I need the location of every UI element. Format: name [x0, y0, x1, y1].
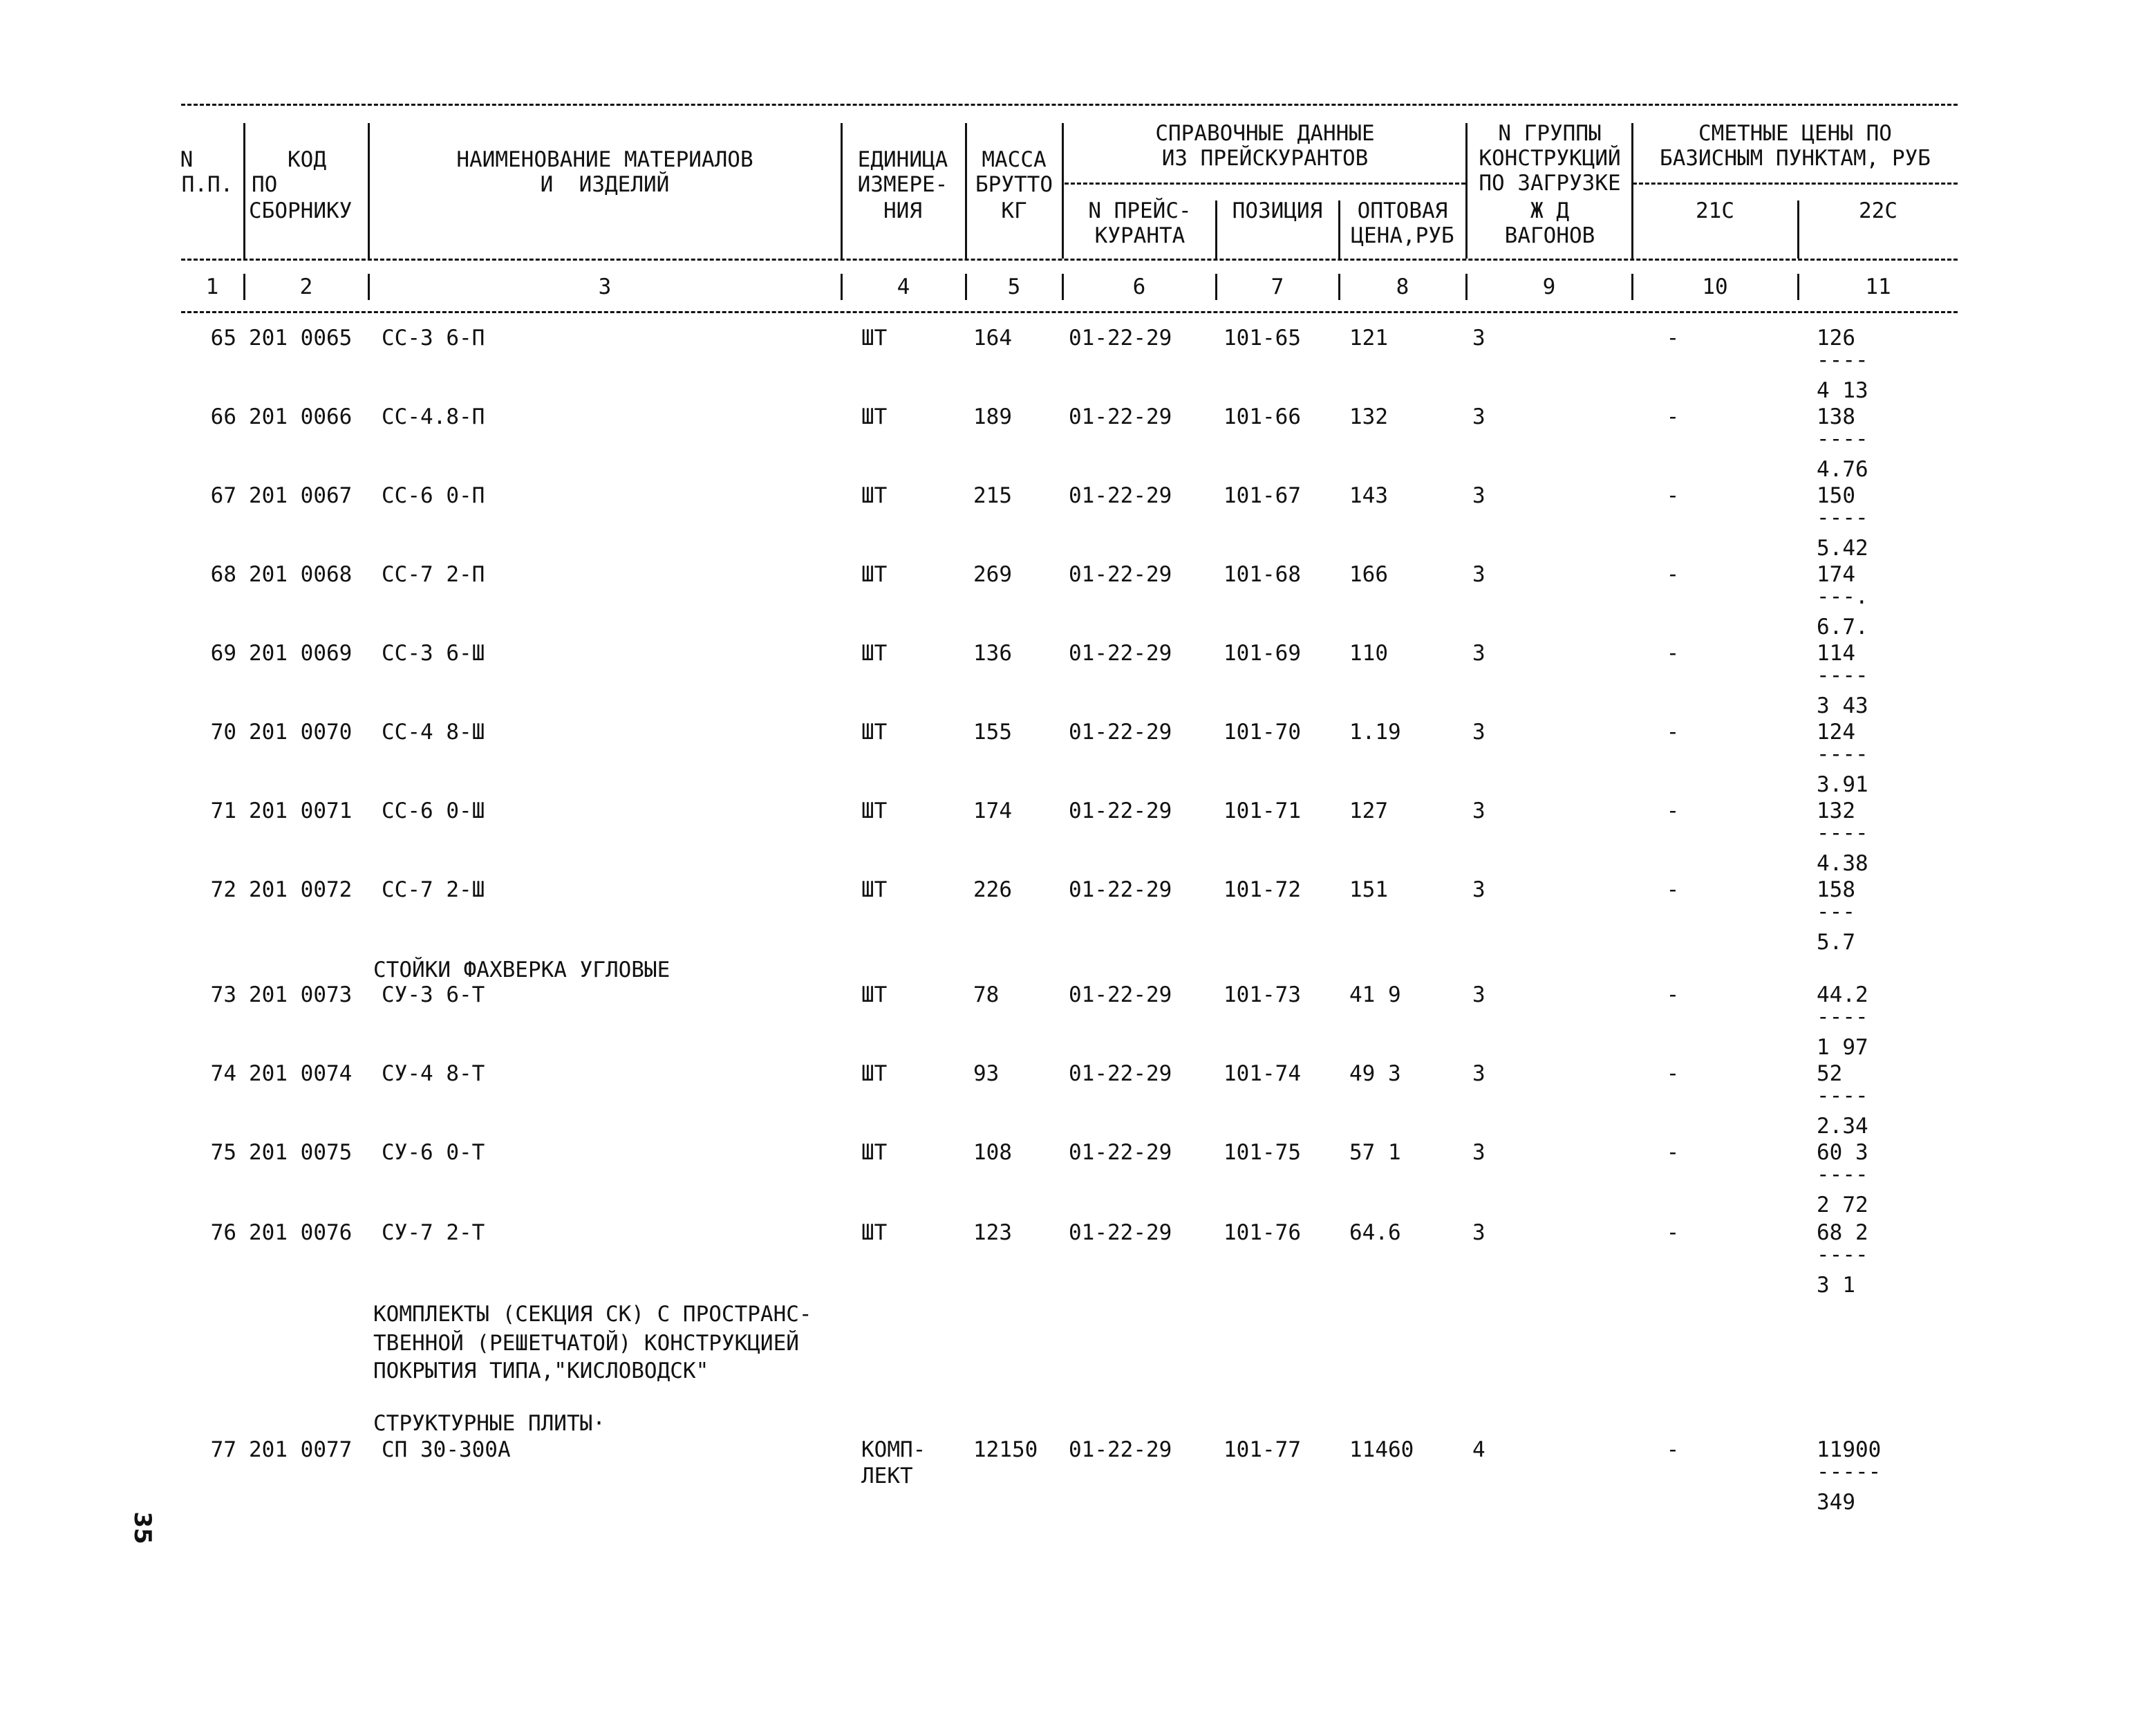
header-col1-line2: П.П. [181, 172, 234, 197]
row-group: 3 [1472, 720, 1485, 745]
row-price-transport: 4.38 [1817, 851, 1868, 876]
header-col3-line2: И ИЗДЕЛИЙ [540, 172, 670, 197]
row-mass: 215 [973, 483, 1012, 508]
row-mass: 78 [973, 982, 1000, 1007]
row-wholesale-price: 143 [1349, 483, 1388, 508]
row-price-transport: 3 1 [1817, 1273, 1855, 1298]
row-price-21c: - [1666, 641, 1680, 666]
row-price-22c: 124 [1817, 720, 1855, 745]
row-price-21c: - [1666, 404, 1680, 429]
row-group: 3 [1472, 1220, 1485, 1245]
row-price-transport: 6.7. [1817, 615, 1868, 639]
header-col2-line1: КОД [288, 147, 326, 172]
header-col8-line1: ОПТОВАЯ [1357, 198, 1448, 223]
row-group: 3 [1472, 1061, 1485, 1086]
row-name: СУ-4 8-Т [382, 1061, 485, 1086]
row-price-separator: ---- [1817, 742, 1868, 767]
row-name: СС-7 2-П [382, 562, 485, 587]
row-price-21c: - [1666, 720, 1680, 745]
row-wholesale-price: 11460 [1349, 1437, 1414, 1462]
row-price-transport: 2 72 [1817, 1193, 1868, 1217]
row-group: 3 [1472, 982, 1485, 1007]
row-position: 101-77 [1224, 1437, 1301, 1462]
row-unit: ШТ [861, 720, 888, 745]
row-price-22c: 126 [1817, 326, 1855, 351]
row-name: СП 30-300А [382, 1437, 511, 1462]
row-wholesale-price: 132 [1349, 404, 1388, 429]
row-group: 3 [1472, 483, 1485, 508]
row-mass: 108 [973, 1140, 1012, 1165]
row-pricelist: 01-22-29 [1069, 799, 1172, 823]
row-unit: ШТ [861, 877, 888, 902]
header-price-group-line2: БАЗИСНЫМ ПУНКТАМ, РУБ [1660, 146, 1931, 171]
row-price-separator: ---- [1817, 663, 1868, 688]
row-number: 76 [210, 1220, 236, 1245]
row-wholesale-price: 121 [1349, 326, 1388, 351]
row-price-22c: 158 [1817, 877, 1855, 902]
row-unit: ШТ [861, 799, 888, 823]
row-number: 75 [210, 1140, 236, 1165]
header-col9-line4: Ж Д [1530, 198, 1569, 223]
row-position: 101-74 [1224, 1061, 1301, 1086]
row-group: 4 [1472, 1437, 1485, 1462]
row-number: 68 [210, 562, 236, 587]
row-pricelist: 01-22-29 [1069, 562, 1172, 587]
row-unit: ШТ [861, 404, 888, 429]
row-group: 3 [1472, 326, 1485, 351]
row-price-21c: - [1666, 1220, 1680, 1245]
row-code: 201 0067 [249, 483, 353, 508]
row-code: 201 0069 [249, 641, 353, 666]
row-price-22c: 52 [1817, 1061, 1843, 1086]
header-ref-group-line1: СПРАВОЧНЫЕ ДАННЫЕ [1155, 121, 1375, 146]
row-position: 101-68 [1224, 562, 1301, 587]
header-ref-group-line2: ИЗ ПРЕЙСКУРАНТОВ [1161, 146, 1369, 171]
row-wholesale-price: 49 3 [1349, 1061, 1401, 1086]
row-number: 74 [210, 1061, 236, 1086]
column-number: 2 [299, 274, 313, 299]
row-number: 65 [210, 326, 236, 351]
row-price-transport: 1 97 [1817, 1035, 1868, 1060]
row-pricelist: 01-22-29 [1069, 1437, 1172, 1462]
column-number: 10 [1702, 274, 1728, 299]
row-price-separator: ---. [1817, 584, 1868, 609]
row-name: СС-3 6-Ш [382, 641, 485, 666]
row-price-21c: - [1666, 1061, 1680, 1086]
row-pricelist: 01-22-29 [1069, 1220, 1172, 1245]
header-divider [1465, 123, 1468, 259]
row-number: 77 [210, 1437, 236, 1462]
row-price-transport: 5.42 [1817, 536, 1868, 561]
row-name: СС-7 2-Ш [382, 877, 485, 902]
column-number: 11 [1865, 274, 1891, 299]
row-unit: ШТ [861, 982, 888, 1007]
row-price-22c: 174 [1817, 562, 1855, 587]
row-price-21c: - [1666, 483, 1680, 508]
column-number: 7 [1271, 274, 1284, 299]
row-wholesale-price: 151 [1349, 877, 1388, 902]
row-price-21c: - [1666, 799, 1680, 823]
row-price-separator: ---- [1817, 1005, 1868, 1029]
row-unit: ШТ [861, 1140, 888, 1165]
row-name: СС-4.8-П [382, 404, 485, 429]
row-name: СС-6 0-Ш [382, 799, 485, 823]
row-price-transport: 3.91 [1817, 772, 1868, 797]
row-price-22c: 68 2 [1817, 1220, 1868, 1245]
section-heading-sets-line2: ТВЕННОЙ (РЕШЕТЧАТОЙ) КОНСТРУКЦИЕЙ [373, 1331, 799, 1356]
column-number: 4 [897, 274, 910, 299]
row-price-transport: 4 13 [1817, 378, 1868, 403]
row-mass: 12150 [973, 1437, 1038, 1462]
row-price-separator: ---- [1817, 505, 1868, 530]
row-name: СС-4 8-Ш [382, 720, 485, 745]
column-number: 1 [205, 274, 219, 299]
row-price-21c: - [1666, 562, 1680, 587]
row-name: СС-6 0-П [382, 483, 485, 508]
row-group: 3 [1472, 1140, 1485, 1165]
section-heading-sets-line1: КОМПЛЕКТЫ (СЕКЦИЯ СК) С ПРОСТРАНС- [373, 1302, 812, 1327]
header-divider [368, 123, 370, 259]
row-wholesale-price: 166 [1349, 562, 1388, 587]
table-top-rule [181, 104, 1958, 106]
row-price-separator: ---- [1817, 821, 1868, 846]
column-number: 3 [598, 274, 612, 299]
row-unit: ШТ [861, 326, 888, 351]
header-col6-line2: КУРАНТА [1094, 223, 1185, 248]
row-unit: ШТ [861, 1061, 888, 1086]
column-number: 8 [1396, 274, 1409, 299]
row-group: 3 [1472, 404, 1485, 429]
row-pricelist: 01-22-29 [1069, 326, 1172, 351]
section-heading-struct-plates: СТРУКТУРНЫЕ ПЛИТЫ· [373, 1411, 606, 1436]
row-price-transport: 5.7 [1817, 930, 1855, 955]
row-code: 201 0077 [249, 1437, 353, 1462]
row-code: 201 0071 [249, 799, 353, 823]
header-col9-line1: N ГРУППЫ [1498, 121, 1602, 146]
header-col2-line3: СБОРНИКУ [249, 198, 353, 223]
row-price-separator: ---- [1817, 1162, 1868, 1187]
row-wholesale-price: 64.6 [1349, 1220, 1401, 1245]
row-pricelist: 01-22-29 [1069, 877, 1172, 902]
row-number: 69 [210, 641, 236, 666]
header-col4-line2: ИЗМЕРЕ- [857, 172, 948, 197]
row-wholesale-price: 110 [1349, 641, 1388, 666]
row-unit: ШТ [861, 1220, 888, 1245]
page-number: 35 [129, 1511, 156, 1544]
row-pricelist: 01-22-29 [1069, 982, 1172, 1007]
row-number: 67 [210, 483, 236, 508]
section-heading-corner-posts: СТОЙКИ ФАХВЕРКА УГЛОВЫЕ [373, 958, 671, 982]
header-col4-line1: ЕДИНИЦА [857, 147, 948, 172]
header-price-group-line1: СМЕТНЫЕ ЦЕНЫ ПО [1698, 121, 1892, 146]
header-col6-line1: N ПРЕЙС- [1088, 198, 1192, 223]
row-name: СУ-3 6-Т [382, 982, 485, 1007]
row-position: 101-66 [1224, 404, 1301, 429]
row-price-separator: ---- [1817, 348, 1868, 373]
row-position: 101-70 [1224, 720, 1301, 745]
header-col7-line1: ПОЗИЦИЯ [1232, 198, 1323, 223]
header-col9-line3: ПО ЗАГРУЗКЕ [1479, 171, 1621, 196]
row-price-separator: --- [1817, 899, 1855, 924]
row-wholesale-price: 41 9 [1349, 982, 1401, 1007]
row-code: 201 0074 [249, 1061, 353, 1086]
row-price-22c: 60 3 [1817, 1140, 1868, 1165]
header-divider [243, 123, 245, 259]
row-position: 101-71 [1224, 799, 1301, 823]
header-divider [1062, 123, 1064, 259]
row-position: 101-76 [1224, 1220, 1301, 1245]
row-mass: 174 [973, 799, 1012, 823]
row-price-separator: ---- [1817, 1083, 1868, 1108]
row-name: СУ-7 2-Т [382, 1220, 485, 1245]
row-price-22c: 150 [1817, 483, 1855, 508]
header-col5-line3: КГ [1001, 198, 1027, 223]
row-price-21c: - [1666, 877, 1680, 902]
row-position: 101-73 [1224, 982, 1301, 1007]
row-price-21c: - [1666, 1140, 1680, 1165]
column-number: 5 [1007, 274, 1021, 299]
row-group: 3 [1472, 877, 1485, 902]
row-mass: 269 [973, 562, 1012, 587]
row-mass: 123 [973, 1220, 1012, 1245]
header-col10: 21С [1696, 198, 1734, 223]
row-unit: ШТ [861, 641, 888, 666]
row-pricelist: 01-22-29 [1069, 641, 1172, 666]
row-pricelist: 01-22-29 [1069, 483, 1172, 508]
row-mass: 164 [973, 326, 1012, 351]
row-group: 3 [1472, 799, 1485, 823]
row-price-separator: ---- [1817, 1242, 1868, 1267]
row-pricelist: 01-22-29 [1069, 1140, 1172, 1165]
header-col9-line5: ВАГОНОВ [1504, 223, 1595, 248]
row-mass: 136 [973, 641, 1012, 666]
row-price-21c: - [1666, 326, 1680, 351]
row-position: 101-75 [1224, 1140, 1301, 1165]
row-number: 66 [210, 404, 236, 429]
row-code: 201 0075 [249, 1140, 353, 1165]
header-col3-line1: НАИМЕНОВАНИЕ МАТЕРИАЛОВ [456, 147, 753, 172]
header-col11: 22С [1859, 198, 1897, 223]
row-position: 101-65 [1224, 326, 1301, 351]
row-code: 201 0066 [249, 404, 353, 429]
row-wholesale-price: 57 1 [1349, 1140, 1401, 1165]
row-name: СС-3 6-П [382, 326, 485, 351]
header-col9-line2: КОНСТРУКЦИЙ [1479, 146, 1621, 171]
row-mass: 189 [973, 404, 1012, 429]
row-price-transport: 4.76 [1817, 457, 1868, 482]
row-code: 201 0070 [249, 720, 353, 745]
row-price-transport: 349 [1817, 1490, 1855, 1515]
row-price-22c: 132 [1817, 799, 1855, 823]
row-mass: 155 [973, 720, 1012, 745]
row-code: 201 0068 [249, 562, 353, 587]
header-col2-line2: ПО [252, 172, 278, 197]
header-col5-line1: МАССА [982, 147, 1047, 172]
row-wholesale-price: 127 [1349, 799, 1388, 823]
row-price-separator: ---- [1817, 427, 1868, 451]
row-price-transport: 3 43 [1817, 693, 1868, 718]
row-unit-line2: ЛЕКТ [861, 1464, 913, 1488]
row-price-separator: ----- [1817, 1459, 1882, 1484]
row-mass: 226 [973, 877, 1012, 902]
row-price-21c: - [1666, 982, 1680, 1007]
row-price-transport: 2.34 [1817, 1114, 1868, 1139]
row-unit: ШТ [861, 562, 888, 587]
column-number-rule [181, 311, 1958, 313]
row-price-22c: 114 [1817, 641, 1855, 666]
row-number: 71 [210, 799, 236, 823]
row-unit: ШТ [861, 483, 888, 508]
row-position: 101-72 [1224, 877, 1301, 902]
column-number: 9 [1542, 274, 1556, 299]
row-mass: 93 [973, 1061, 1000, 1086]
row-pricelist: 01-22-29 [1069, 720, 1172, 745]
row-name: СУ-6 0-Т [382, 1140, 485, 1165]
column-number: 6 [1132, 274, 1146, 299]
header-col8-line2: ЦЕНА,РУБ [1351, 223, 1454, 248]
row-price-21c: - [1666, 1437, 1680, 1462]
row-price-22c: 44.2 [1817, 982, 1868, 1007]
row-code: 201 0072 [249, 877, 353, 902]
row-code: 201 0065 [249, 326, 353, 351]
row-position: 101-67 [1224, 483, 1301, 508]
row-pricelist: 01-22-29 [1069, 404, 1172, 429]
header-col1-line1: N [180, 147, 194, 172]
header-col4-line3: НИЯ [883, 198, 922, 223]
row-group: 3 [1472, 641, 1485, 666]
row-price-22c: 138 [1817, 404, 1855, 429]
header-col5-line2: БРУТТО [975, 172, 1053, 197]
row-code: 201 0076 [249, 1220, 353, 1245]
row-group: 3 [1472, 562, 1485, 587]
row-number: 73 [210, 982, 236, 1007]
row-code: 201 0073 [249, 982, 353, 1007]
row-pricelist: 01-22-29 [1069, 1061, 1172, 1086]
header-inner-rule [1065, 183, 1465, 185]
header-bottom-rule [181, 259, 1958, 261]
row-number: 70 [210, 720, 236, 745]
row-wholesale-price: 1.19 [1349, 720, 1401, 745]
section-heading-sets-line3: ПОКРЫТИЯ ТИПА,"КИСЛОВОДСК" [373, 1358, 709, 1383]
row-unit: КОМП- [861, 1437, 926, 1462]
row-position: 101-69 [1224, 641, 1301, 666]
row-number: 72 [210, 877, 236, 902]
row-price-22c: 11900 [1817, 1437, 1882, 1462]
header-inner-rule [1633, 183, 1958, 185]
